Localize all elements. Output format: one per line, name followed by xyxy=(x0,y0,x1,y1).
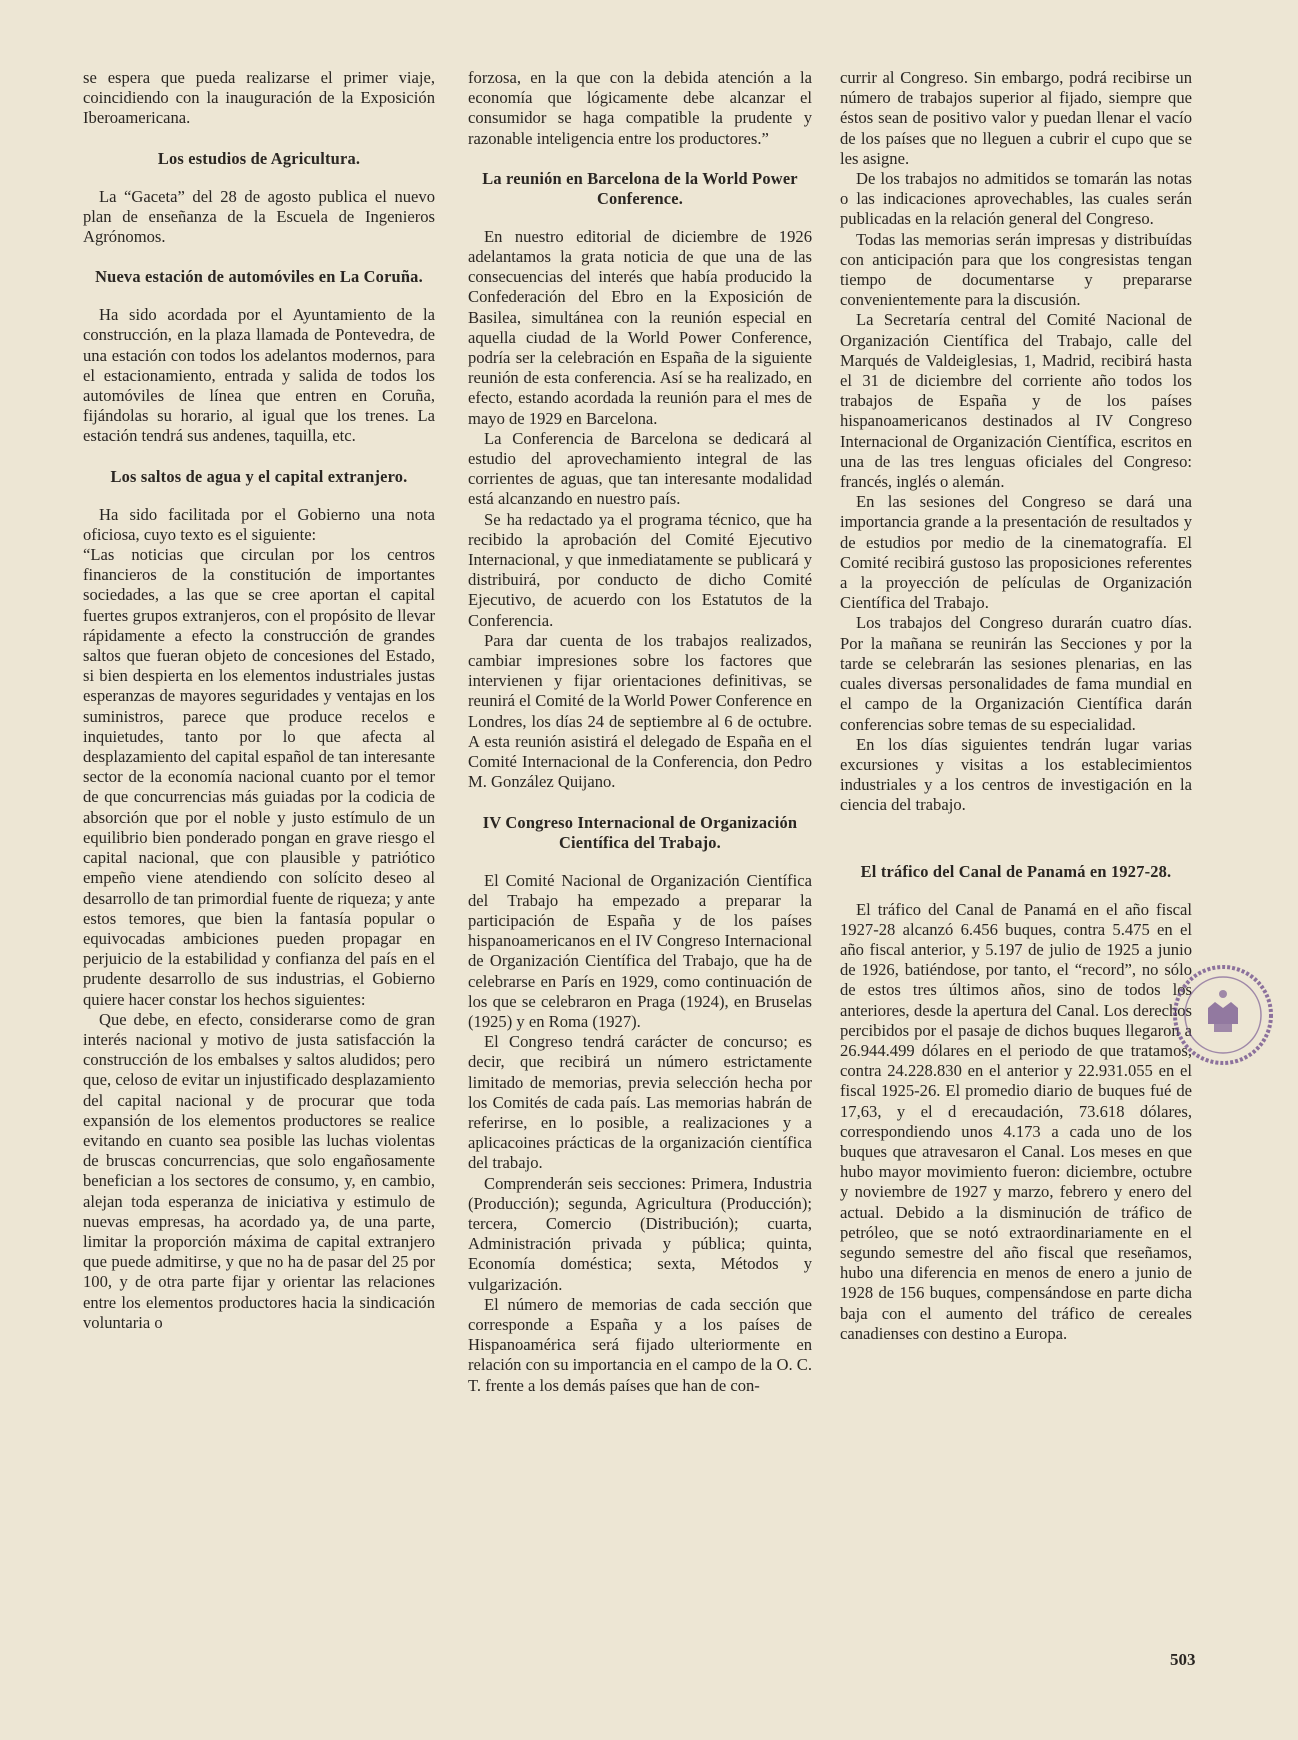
paragraph: forzosa, en la que con la debida atención a la economía que lógicamente debe alcanzar el consumidor se haga compatible la prudente y razonable inteligencia entre los productores.” xyxy=(468,68,812,148)
paragraph: En las sesiones del Congreso se dará una importancia grande a la presentación de resultados y de estudios por medio de la cinematografía. El Comité recibirá gustoso las proposiciones referentes a la proyección de películas de Organización Científica del Trabajo. xyxy=(840,492,1192,613)
paragraph: De los trabajos no admitidos se tomarán las notas o las indicaciones aprovechables, las cuales serán publicadas en la relación general del Congreso. xyxy=(840,169,1192,229)
paragraph: se espera que pueda realizarse el primer viaje, coincidiendo con la inauguración de la Exposición Iberoamericana. xyxy=(83,68,435,128)
paragraph: Ha sido acordada por el Ayuntamiento de la construcción, en la plaza llamada de Pontevedra, de una estación con todos los adelantos modernos, para el estacionamiento, entrada y salida de todos los automóviles de línea que entren en Coruña, fijándolas su horario, al igual que los trenes. La estación tendrá sus andenes, taquilla, etc. xyxy=(83,305,435,446)
column-left xyxy=(83,68,435,1333)
page-number: 503 xyxy=(1170,1650,1196,1669)
paragraph-quote: “Las noticias que circulan por los centros financieros de la constitución de importantes sociedades, a las que se cree aportan el capital fuertes grupos extranjeros, con el propósito de llevar rápidamente a efecto la construcción de grandes saltos que fueran objeto de concesiones del Estado, si bien despierta en los elementos industriales justas esperanzas de mayores seguridades y ventajas en los suministros, parece que produce recelos e inquietudes, tanto por lo que afecta al desplazamiento del capital español de tan interesante sector de la economía nacional cuanto por el temor de que concurrencias más guiadas por la codicia de absorción que por el noble y justo estímulo de un equilibrio bien ponderado pongan en grave riesgo el capital nacional, que con plausible y patriótico empeño viene atendiendo con solícito deseo al desarrollo de tan primordial fuente de riqueza; y ante estos temores, que bien la fantasía popular o equivocadas ambiciones pueden propagar en perjuicio de la estabilidad y confianza del país en el prudente desarrollo de sus industrias, el Gobierno quiere hacer constar los hechos siguientes: xyxy=(83,545,436,1009)
paragraph: El Comité Nacional de Organización Científica del Trabajo ha empezado a preparar la participación de España y de los países hispanoamericanos en el IV Congreso Internacional de Organización Científica del Trabajo, que ha de celebrarse en París en 1929, como continuación de los que se celebraron en Praga (1924), en Bruselas (1925) y en Roma (1927). xyxy=(468,870,812,1031)
paragraph: El número de memorias de cada sección que corresponde a España y a los países de Hispanoamérica será fijado ulteriormente en relación con su importancia en el campo de la O. C. T. frente a los demás países que han de con- xyxy=(468,1294,812,1395)
paragraph: Se ha redactado ya el programa técnico, que ha recibido la aprobación del Comité Ejecutivo Internacional, y que inmediatamente se publicará y distribuirá, por conducto de dicho Comité Ejecutivo, de acuerdo con los Estatutos de la Conferencia. xyxy=(468,509,812,630)
paragraph: El tráfico del Canal de Panamá en el año fiscal 1927-28 alcanzó 6.456 buques, contra 5.475 en el año fiscal anterior, y 5.197 de julio de 1925 a junio de 1926, batiéndose, por tanto, el “record”, no sólo de estos tres últimos años, sino de todos los anteriores, desde la apertura del Canal. Los derechos percibidos por el pasaje de dichos buques llegaron a 26.944.499 dólares en el periodo de que tratamos, contra 24.228.830 en el anterior y 22.931.055 en el fiscal 1925-26. El promedio diario de buques fué de 17,63, y el d erecaudación, 73.618 dólares, correspondiendo unos 4.173 a cada uno de los buques que atravesaron el Canal. Los meses en que hubo mayor movimiento fueron: diciembre, octubre y noviembre de 1927 y marzo, febrero y enero del actual. Debido a la disminución de tráfico de petróleo, que se notó extraordinariamente en el segundo semestre del año fiscal que reseñamos, hubo una diferencia en menos de enero a junio de 1928 de 156 buques, compensándose en parte dicha baja con el aumento del tráfico de cereales canadienses con destino a Europa. xyxy=(840,899,1192,1343)
column-right xyxy=(840,68,1192,1344)
section-heading-congreso-organizacion: IV Congreso Internacional de Organización Científica del Trabajo. xyxy=(482,812,798,852)
section-heading-saltos-de-agua: Los saltos de agua y el capital extranjero. xyxy=(110,466,408,486)
column-middle xyxy=(468,68,812,1396)
paragraph: Todas las memorias serán impresas y distribuídas con anticipación para que los congresistas tengan tiempo de documentarse y prepararse convenientemente para la discusión. xyxy=(840,229,1192,310)
paragraph: Que debe, en efecto, considerarse como de gran interés nacional y motivo de justa satisfacción la construcción de los embalses y saltos aludidos; pero que, celoso de evitar un injustificado desplazamiento del capital nacional y de procurar que toda expansión de los elementos productores se realice evitando en cuanto sea posible las luchas violentas de bruscas concurrencias, que solo engañosamente benefician a los sectores de consumo, y, en cambio, alejan toda esperanza de iniciativa y estimulo de nuevas empresas, ha acordado ya, de una parte, limitar la proporción máxima de capital extranjero que puede admitirse, y que no ha de pasar del 25 por 100, y de otra parte fijar y orientar las relaciones entre los elementos productores hacia la sindicación voluntaria o xyxy=(83,1009,435,1332)
section-heading-world-power-conference: La reunión en Barcelona de la World Power Conference. xyxy=(482,168,798,208)
library-stamp-icon xyxy=(1170,962,1276,1068)
paragraph: En nuestro editorial de diciembre de 1926 adelantamos la grata noticia de que una de las consecuencias del interés que había producido la Confederación del Ebro en la Exposición de Basilea, simultánea con la reunión especial en aquella ciudad de la World Power Conference, podría ser la celebración en España de la siguiente reunión de esta conferencia. Así se ha realizado, en efecto, estando acordada la reunión para el mes de mayo de 1929 en Barcelona. xyxy=(468,226,812,428)
section-heading-canal-panama: El tráfico del Canal de Panamá en 1927-28. xyxy=(860,861,1172,881)
paragraph: Ha sido facilitada por el Gobierno una nota oficiosa, cuyo texto es el siguiente: xyxy=(83,504,435,544)
paragraph: En los días siguientes tendrán lugar varias excursiones y visitas a los establecimientos industriales y a los centros de investigación en la ciencia del trabajo. xyxy=(840,734,1192,815)
paragraph: Comprenderán seis secciones: Primera, Industria (Producción); segunda, Agricultura (Producción); tercera, Comercio (Distribución); cuarta, Administración privada y pública; quinta, Economía doméstica; sexta, Métodos y vulgarización. xyxy=(468,1173,812,1294)
paragraph: La “Gaceta” del 28 de agosto publica el nuevo plan de enseñanza de la Escuela de Ingenieros Agrónomos. xyxy=(83,186,435,247)
paragraph: Los trabajos del Congreso durarán cuatro días. Por la mañana se reunirán las Secciones y por la tarde se celebrarán las sesiones plenarias, en las cuales diversas personalidades de fama mundial en el campo de la Organización Científica darán conferencias sobre temas de su especialidad. xyxy=(840,613,1192,734)
paragraph: El Congreso tendrá carácter de concurso; es decir, que recibirá un número estrictamente limitado de memorias, previa selección hecha por los Comités de cada país. Las memorias habrán de referirse, en lo posible, a realizaciones y a aplicacoines prácticas de la organización científica del trabajo. xyxy=(468,1032,812,1173)
paragraph: La Secretaría central del Comité Nacional de Organización Científica del Trabajo, calle del Marqués de Valdeiglesias, 1, Madrid, recibirá hasta el 31 de diciembre del corriente año todos los trabajos de España y de los países hispanoamericanos destinados al IV Congreso Internacional de Organización Científica, escritos en una de las tres lenguas oficiales del Congreso: francés, inglés o alemán. xyxy=(840,310,1192,492)
section-heading-estacion-automoviles: Nueva estación de automóviles en La Coruña. xyxy=(95,267,423,287)
paragraph: currir al Congreso. Sin embargo, podrá recibirse un número de trabajos superior al fijado, siempre que éstos sean de positivo valor y puedan llenar el vacío de los países que no lleguen a cubrir el cupo que se les asigne. xyxy=(840,68,1192,168)
paragraph: La Conferencia de Barcelona se dedicará al estudio del aprovechamiento integral de las corrientes de aguas, que tan interesante modalidad está alcanzando en nuestro país. xyxy=(468,428,812,509)
column-spacer xyxy=(840,816,1192,842)
section-heading-agricultura: Los estudios de Agricultura. xyxy=(157,148,361,168)
paragraph: Para dar cuenta de los trabajos realizados, cambiar impresiones sobre los factores que intervienen y fijar orientaciones definitivas, se reunirá el Comité de la World Power Conference en Londres, los días 24 de septiembre al 6 de octubre. A esta reunión asistirá el delegado de España en el Comité Internacional de la Conferencia, don Pedro M. González Quijano. xyxy=(468,630,812,792)
